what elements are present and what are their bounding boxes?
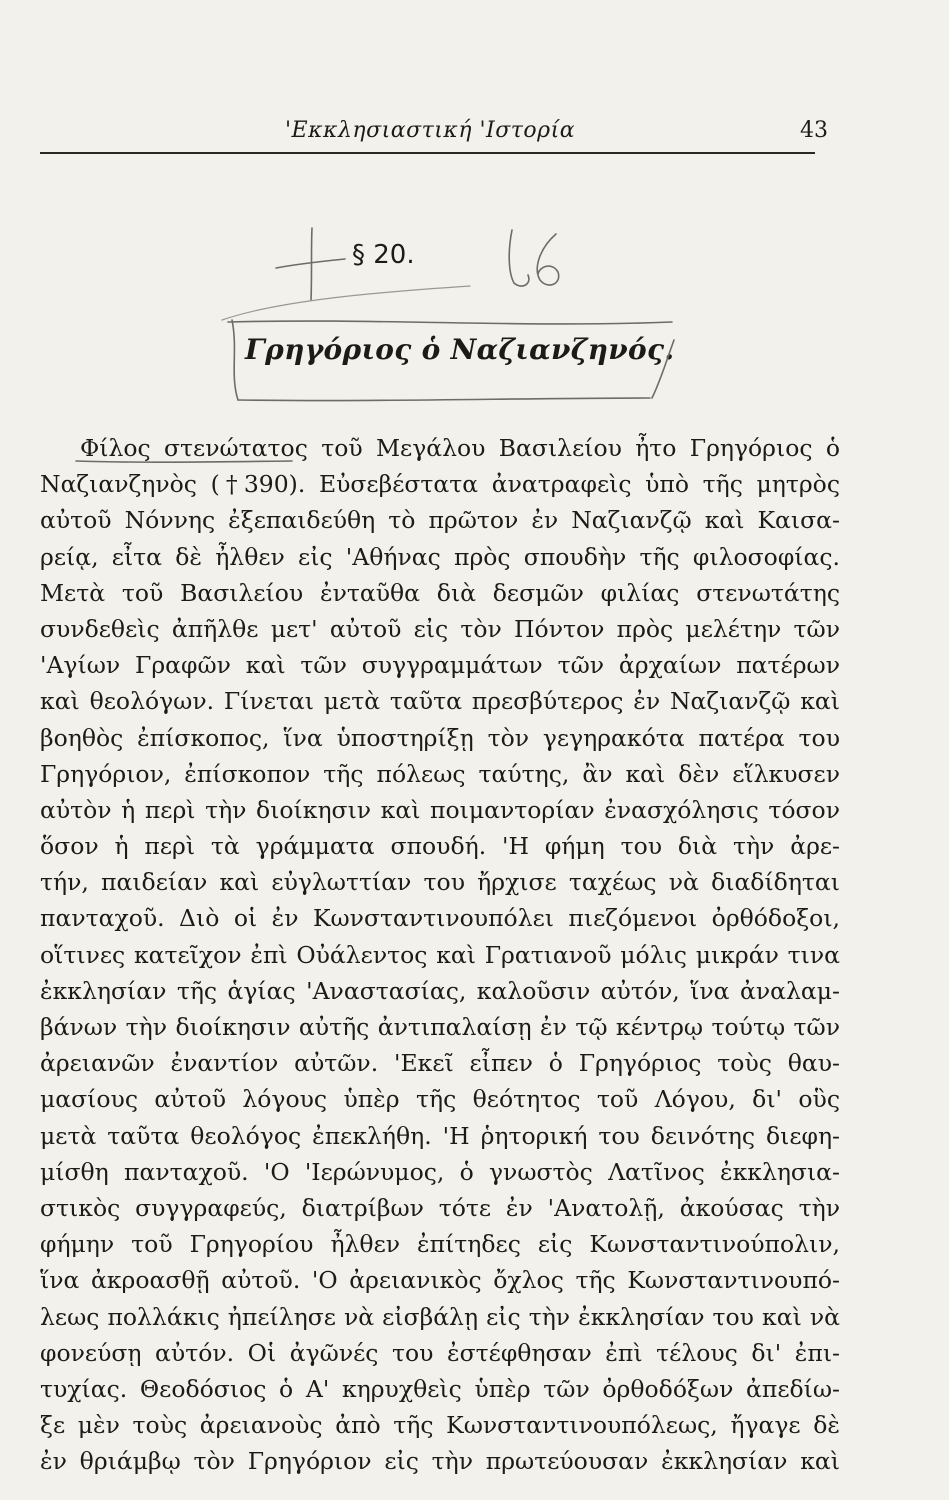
- header-rule: [40, 152, 815, 154]
- text-line: συνδεθεὶς ἀπῆλθε μετ' αὐτοῦ εἰς τὸν Πόντον πρὸς μελέτην τῶν: [40, 614, 840, 643]
- text-line: ρείᾳ, εἶτα δὲ ἦλθεν εἰς 'Αθήνας πρὸς σπουδὴν τῆς φιλοσοφίας.: [40, 542, 840, 571]
- body-text: [40, 430, 840, 1479]
- text-line: βοηθὸς ἐπίσκοπος, ἵνα ὑποστηρίξῃ τὸν γεγηρακότα πατέρα του: [40, 723, 840, 752]
- pencil-box-left: [232, 320, 238, 400]
- section-title: Γρηγόριος ὁ Ναζιανζηνός.: [245, 333, 675, 366]
- pencil-number-one: [509, 230, 529, 286]
- section-number: § 20.: [352, 240, 415, 270]
- text-line: ὅσον ἡ περὶ τὰ γράμματα σπουδή. 'Η φήμη του διὰ τὴν ἀρε-: [40, 832, 840, 861]
- text-line: πανταχοῦ. Διὸ οἱ ἐν Κωνσταντινουπόλει πιεζόμενοι ὀρθόδοξοι,: [40, 904, 840, 933]
- text-line: φήμην τοῦ Γρηγορίου ἦλθεν ἐπίτηδες εἰς Κωνσταντινούπολιν,: [40, 1230, 840, 1259]
- page-number: 43: [800, 118, 828, 143]
- text-line: Μετὰ τοῦ Βασιλείου ἐνταῦθα διὰ δεσμῶν φιλίας στενωτάτης: [40, 578, 840, 607]
- text-line: στικὸς συγγραφεύς, διατρίβων τότε ἐν 'Ανατολῇ, ἀκούσας τὴν: [40, 1193, 840, 1222]
- text-line: αὐτοῦ Νόννης ἐξεπαιδεύθη τὸ πρῶτον ἐν Ναζιανζῷ καὶ Καισα-: [40, 506, 840, 535]
- text-line: αὐτὸν ἡ περὶ τὴν διοίκησιν καὶ ποιμαντορίαν ἐνασχόλησις τόσον: [40, 795, 840, 824]
- text-line: ξε μὲν τοὺς ἀρειανοὺς ἀπὸ τῆς Κωνσταντινουπόλεως, ἤγαγε δὲ: [40, 1411, 840, 1440]
- running-header: [40, 118, 840, 154]
- text-line: ἀρειανῶν ἐναντίον αὐτῶν. 'Εκεῖ εἶπεν ὁ Γρηγόριος τοὺς θαυ-: [40, 1049, 840, 1078]
- text-line: μετὰ ταῦτα θεολόγος ἐπεκλήθη. 'Η ῥητορική του δεινότης διεφη-: [40, 1121, 840, 1150]
- pencil-box-top: [228, 321, 672, 324]
- pencil-box-bottom: [238, 398, 650, 401]
- pencil-arc: [222, 286, 470, 320]
- pencil-cross-vertical: [311, 228, 312, 300]
- text-line: φονεύσῃ αὐτόν. Οἱ ἀγῶνές του ἐστέφθησαν ἐπὶ τέλους δι' ἐπι-: [40, 1338, 840, 1367]
- text-line: λεως πολλάκις ἠπείλησε νὰ εἰσβάλῃ εἰς τὴν ἐκκλησίαν του καὶ νὰ: [40, 1302, 840, 1331]
- text-line: ἐκκλησίαν τῆς ἁγίας 'Αναστασίας, καλοῦσιν αὐτόν, ἵνα ἀναλαμ-: [40, 976, 840, 1005]
- text-line: ἐν θριάμβῳ τὸν Γρηγόριον εἰς τὴν πρωτεύουσαν ἐκκλησίαν καὶ: [40, 1447, 840, 1476]
- text-line: οἵτινες κατεῖχον ἐπὶ Οὐάλεντος καὶ Γρατιανοῦ μόλις μικράν τινα: [40, 940, 840, 969]
- text-line: τυχίας. Θεοδόσιος ὁ Α' κηρυχθεὶς ὑπὲρ τῶν ὀρθοδόξων ἀπεδίω-: [40, 1374, 840, 1403]
- text-line: Γρηγόριον, ἐπίσκοπον τῆς πόλεως ταύτης, ἂν καὶ δὲν εἵλκυσεν: [40, 759, 840, 788]
- text-line: καὶ θεολόγων. Γίνεται μετὰ ταῦτα πρεσβύτερος ἐν Ναζιανζῷ καὶ: [40, 687, 840, 716]
- pencil-cross-horizontal: [276, 259, 345, 268]
- text-line: μίσθη πανταχοῦ. 'Ο 'Ιερώνυμος, ὁ γνωστὸς Λατῖνος ἐκκλησια-: [40, 1157, 840, 1186]
- text-line: μασίους αὐτοῦ λόγους ὑπὲρ τῆς θεότητος τοῦ Λόγου, δι' οὓς: [40, 1085, 840, 1114]
- running-title: 'Εκκλησιαστική 'Ιστορία: [285, 118, 576, 143]
- text-line: 'Αγίων Γραφῶν καὶ τῶν συγγραμμάτων τῶν ἀρχαίων πατέρων: [40, 651, 840, 680]
- text-line: Φίλος στενώτατος τοῦ Μεγάλου Βασιλείου ἦτο Γρηγόριος ὁ: [80, 434, 840, 462]
- pencil-number-six: [537, 234, 558, 285]
- text-line: ἵνα ἀκροασθῇ αὐτοῦ. 'Ο ἀρειανικὸς ὄχλος τῆς Κωνσταντινουπό-: [40, 1266, 840, 1295]
- text-line: βάνων τὴν διοίκησιν αὐτῆς ἀντιπαλαίσῃ ἐν τῷ κέντρῳ τούτῳ τῶν: [40, 1013, 840, 1041]
- text-line: Ναζιανζηνὸς (†390). Εὐσεβέστατα ἀνατραφεὶς ὑπὸ τῆς μητρὸς: [40, 470, 840, 499]
- text-line: τήν, παιδείαν καὶ εὐγλωττίαν του ἤρχισε ταχέως νὰ διαδίδηται: [40, 868, 840, 897]
